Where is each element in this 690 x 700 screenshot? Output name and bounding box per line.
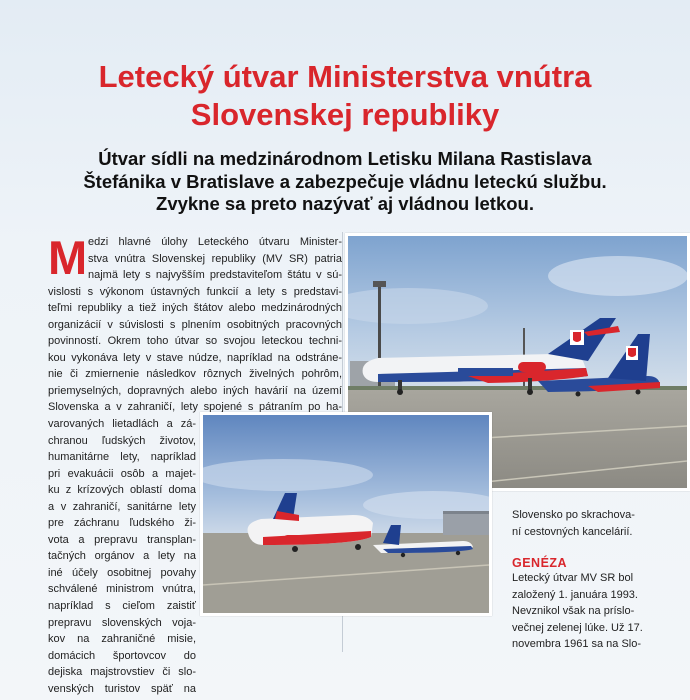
aircraft-photo-bottom-image bbox=[203, 415, 489, 613]
body-line: vota a prepravu transplan- bbox=[48, 533, 196, 546]
body-line: nie či zmiernenie následkov rôznych živelných pohrôm, bbox=[48, 368, 342, 381]
genesis-line: novembra 1961 sa na Slo- bbox=[512, 638, 642, 650]
lead-line-2: Štefánika v Bratislave a zabezpečuje vládnu leteckú službu. bbox=[83, 170, 607, 192]
body-line: humanitárne lety, napríklad bbox=[48, 451, 196, 464]
body-line: priemyselných, dopravných alebo iných havárií na území bbox=[48, 384, 342, 397]
body-line: pri evakuácii osôb a majet- bbox=[48, 467, 196, 480]
genesis-line: Letecký útvar MV SR bol bbox=[512, 572, 634, 584]
caption-line: Slovensko po skrachova- bbox=[512, 509, 635, 521]
body-line: edzi hlavné úlohy Leteckého útvaru Minister- bbox=[88, 236, 342, 248]
body-line: Slovenska a v zahraničí, lety spojené s pátraním po ha- bbox=[48, 401, 342, 414]
body-line: kou vykonáva lety v stave núdze, napríklad na odstráne- bbox=[48, 351, 342, 364]
body-line: iné účely osobitnej povahy bbox=[48, 566, 196, 579]
body-line: venských turistov späť na bbox=[48, 682, 196, 695]
aircraft-photo-bottom bbox=[200, 412, 492, 616]
body-line: prepravu slovenských voja- bbox=[48, 616, 196, 629]
body-line: najmä lety s najvyšším predstaviteľom štátu v sú- bbox=[88, 269, 342, 282]
article-title bbox=[0, 58, 690, 134]
title-line-1: Letecký útvar Ministerstva vnútra bbox=[98, 59, 592, 94]
lead-line-1: Útvar sídli na medzinárodnom Letisku Milana Rastislava bbox=[98, 148, 592, 169]
body-line: teľmi republiky a tiež iných štátov alebo medzinárodných bbox=[48, 302, 342, 315]
title-line-2: Slovenskej republiky bbox=[190, 97, 500, 132]
section-heading-genesis: GENÉZA bbox=[512, 556, 568, 570]
body-line: napríklad s cieľom zaistiť bbox=[48, 600, 196, 613]
body-line: varovaných lietadlách a zá- bbox=[48, 418, 196, 430]
body-text-top bbox=[88, 234, 342, 284]
body-line: vislosti s výkonom ústavných funkcií a lety s predstavi- bbox=[48, 285, 342, 298]
photo-caption bbox=[512, 507, 682, 540]
drop-cap: M bbox=[48, 231, 88, 284]
genesis-line: Nevznikol však na príslo- bbox=[512, 605, 635, 617]
body-text-narrow bbox=[48, 416, 196, 697]
genesis-line: založený 1. januára 1993. bbox=[512, 588, 638, 601]
caption-line: ní cestovných kancelárií. bbox=[512, 525, 633, 538]
article-lead bbox=[30, 148, 660, 216]
body-line: dejiska majstrovstiev či slo- bbox=[48, 666, 196, 679]
body-line: stva vnútra Slovenskej republiky (MV SR) patria bbox=[88, 252, 342, 265]
body-line: povinností. Okrem toho útvar so svojou leteckou techni- bbox=[48, 335, 342, 348]
genesis-text bbox=[512, 570, 682, 653]
body-line: a v zahraničí, sanitárne lety bbox=[48, 500, 196, 513]
body-line: organizácií v súvislosti s plnením osobitných pracovných bbox=[48, 318, 342, 331]
genesis-line: večnej zelenej lúke. Už 17. bbox=[512, 621, 643, 634]
lead-line-3: Zvykne sa preto nazývať aj vládnou letkou. bbox=[156, 193, 534, 214]
body-line: schválené ministrom vnútra, bbox=[48, 583, 196, 596]
body-line: ku z krízových oblastí doma bbox=[48, 484, 196, 497]
body-line: chranou ľudských životov, bbox=[48, 434, 196, 447]
body-text-wide bbox=[48, 284, 342, 416]
body-line: kov na zahraničné misie, bbox=[48, 633, 196, 646]
body-line: tačných orgánov a lety na bbox=[48, 550, 196, 563]
body-line: domácich športovcov do bbox=[48, 649, 196, 662]
body-line: pre záchranu ľudského ži- bbox=[48, 517, 196, 530]
